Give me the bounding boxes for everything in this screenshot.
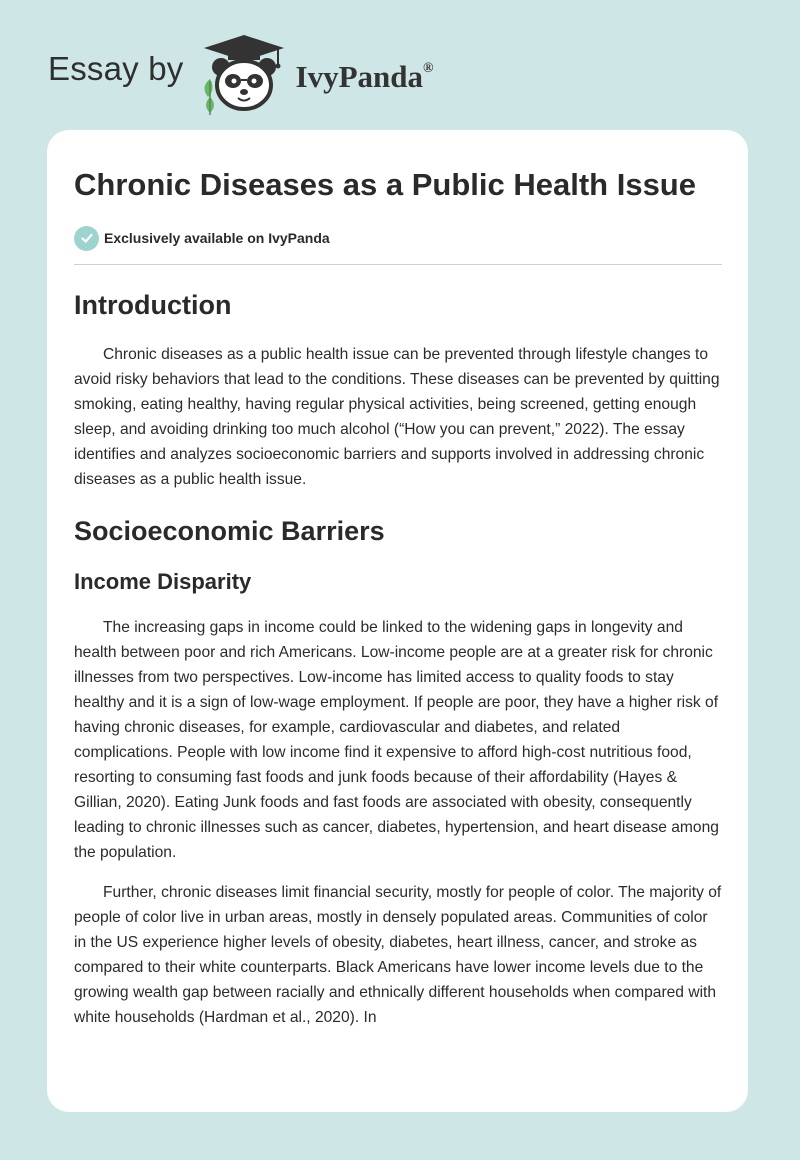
subsection-heading-income-disparity: Income Disparity (74, 569, 252, 594)
badge-label: Exclusively available on IvyPanda (104, 230, 330, 246)
income-disparity-paragraph-2: Further, chronic diseases limit financial security, mostly for people of color. The majority of people of color live in urban areas, mostly in densely populated areas. Communities of color in the US experience higher levels of obesity, diabetes, heart illness, cancer, and stroke as compared to their white counterparts. Black Americans have lower income levels due to the growing wealth gap between racially and ethnically different households when compared with white households (Hardman et al., 2020). In (74, 884, 722, 1026)
site-header (48, 28, 748, 118)
check-circle-icon (74, 226, 99, 251)
introduction-paragraph: Chronic diseases as a public health issue can be prevented through lifestyle changes to avoid risky behaviors that lead to the conditions. These diseases can be prevented by quitting smoking, eating healthy, having regular physical activities, being screened, getting enough sleep, and avoiding drinking too much alcohol (“How you can prevent,” 2022). The essay identifies and analyzes socioeconomic barriers and supports involved in addressing chronic diseases as a public health issue. (74, 346, 720, 488)
title-divider (74, 264, 722, 265)
essay-by-label: Essay by (48, 50, 184, 87)
essay-content (74, 164, 722, 1030)
section-heading-socioeconomic-barriers: Socioeconomic Barriers (74, 516, 385, 546)
section-heading-introduction: Introduction (74, 290, 232, 320)
brand-name[interactable] (296, 59, 434, 95)
brand-label: IvyPanda (295, 59, 423, 94)
exclusive-badge (74, 225, 722, 251)
essay-title: Chronic Diseases as a Public Health Issue (74, 167, 696, 202)
trademark-mark: ® (422, 61, 434, 76)
panda-graduate-icon[interactable] (198, 31, 290, 115)
income-disparity-paragraph-1: The increasing gaps in income could be linked to the widening gaps in longevity and health between poor and rich Americans. Low-income people are at a greater risk for chronic illnesses from two perspectives. Low-income has limited access to quality foods to stay healthy and it is a sign of low-wage employment. If people are poor, they have a higher risk of having chronic diseases, for example, cardiovascular and diabetes, and related complications. People with low income find it expensive to afford high-cost nutritious food, resorting to consuming fast foods and junk foods because of their affordability (Hayes & Gillian, 2020). Eating Junk foods and fast foods are associated with obesity, consequently leading to chronic illnesses such as cancer, diabetes, hypertension, and heart disease among the population. (74, 619, 719, 861)
essay-card (47, 130, 748, 1112)
